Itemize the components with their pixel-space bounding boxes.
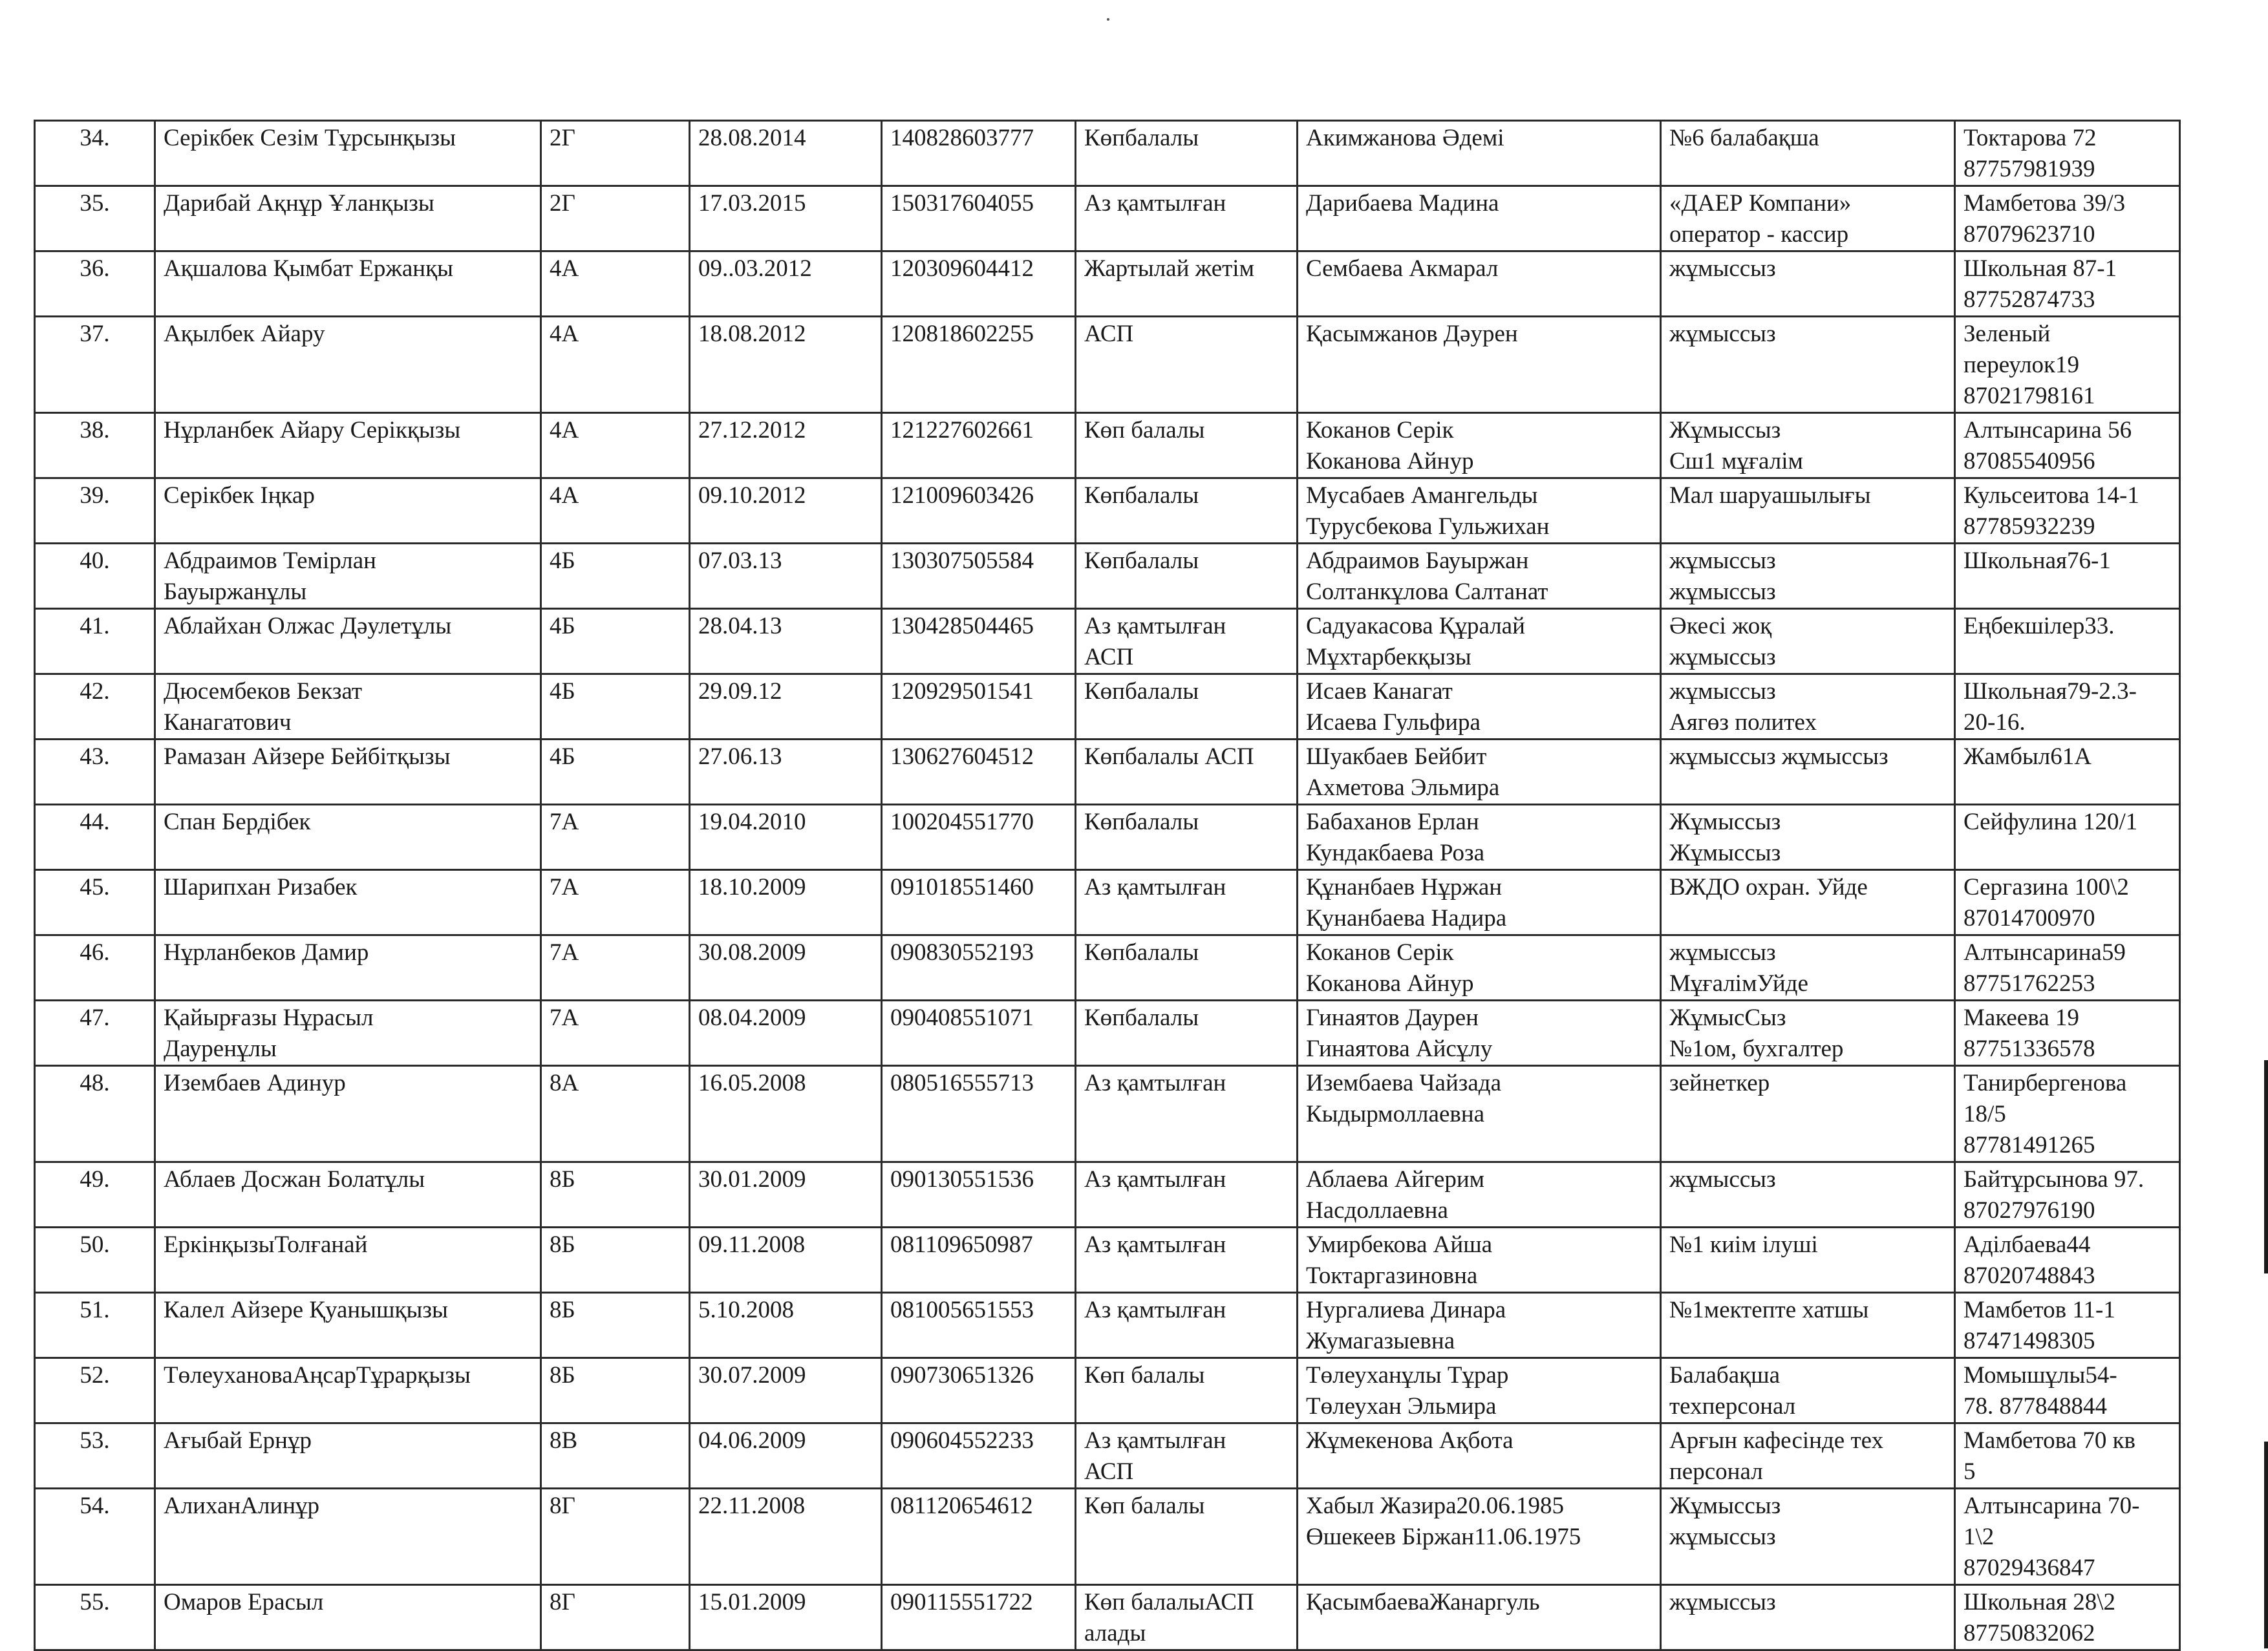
- parents-cell: Хабыл Жазира20.06.1985 Өшекеев Біржан11.06.1975: [1298, 1489, 1661, 1585]
- parents-cell: Садуакасова Құралай Мұхтарбекқызы: [1298, 609, 1661, 674]
- parents-cell: Гинаятов Даурен Гинаятова Айсұлу: [1298, 1001, 1661, 1066]
- social-status-cell: Көпбалалы: [1076, 1001, 1298, 1066]
- row-number-cell: 37.: [35, 317, 155, 413]
- table-row: [35, 1228, 2180, 1293]
- iin-cell: 081005651553: [882, 1293, 1076, 1358]
- student-name-cell: Ақылбек Айару: [155, 317, 541, 413]
- birth-date-cell: 09.10.2012: [690, 478, 882, 544]
- row-number-cell: 35.: [35, 186, 155, 251]
- birth-date-cell: 30.08.2009: [690, 935, 882, 1001]
- parents-cell: Умирбекова Айша Токтаргазиновна: [1298, 1228, 1661, 1293]
- class-cell: 8Г: [541, 1489, 690, 1585]
- row-number-cell: 53.: [35, 1423, 155, 1489]
- student-name-cell: Шарипхан Ризабек: [155, 870, 541, 935]
- iin-cell: 150317604055: [882, 186, 1076, 251]
- row-number-cell: 50.: [35, 1228, 155, 1293]
- row-number-cell: 51.: [35, 1293, 155, 1358]
- social-status-cell: Аз қамтылған: [1076, 1066, 1298, 1162]
- parents-cell: Мусабаев Амангельды Турусбекова Гульжихан: [1298, 478, 1661, 544]
- address-cell: Алтынсарина59 87751762253: [1955, 935, 2180, 1001]
- student-name-cell: Ағыбай Ернұр: [155, 1423, 541, 1489]
- iin-cell: 080516555713: [882, 1066, 1076, 1162]
- parent-work-cell: Әкесі жоқ жұмыссыз: [1661, 609, 1955, 674]
- birth-date-cell: 07.03.13: [690, 544, 882, 609]
- row-number-cell: 36.: [35, 251, 155, 317]
- address-cell: Макеева 19 87751336578: [1955, 1001, 2180, 1066]
- row-number-cell: 43.: [35, 740, 155, 805]
- birth-date-cell: 18.10.2009: [690, 870, 882, 935]
- social-status-cell: Көпбалалы АСП: [1076, 740, 1298, 805]
- parent-work-cell: ВЖДО охран. Уйде: [1661, 870, 1955, 935]
- birth-date-cell: 09..03.2012: [690, 251, 882, 317]
- parent-work-cell: Мал шаруашылығы: [1661, 478, 1955, 544]
- student-name-cell: Изембаев Адинур: [155, 1066, 541, 1162]
- table-row: [35, 1358, 2180, 1423]
- parent-work-cell: Жұмыссыз жұмыссыз: [1661, 1489, 1955, 1585]
- birth-date-cell: 09.11.2008: [690, 1228, 882, 1293]
- social-status-cell: Көп балалы: [1076, 413, 1298, 478]
- table-row: [35, 186, 2180, 251]
- social-status-cell: Көпбалалы: [1076, 478, 1298, 544]
- table-row: [35, 609, 2180, 674]
- student-name-cell: Омаров Ерасыл: [155, 1585, 541, 1650]
- student-name-cell: Дарибай Ақнұр Ұланқызы: [155, 186, 541, 251]
- student-name-cell: Абдраимов Темірлан Бауыржанұлы: [155, 544, 541, 609]
- social-status-cell: Көпбалалы: [1076, 674, 1298, 740]
- parents-cell: Изембаева Чайзада Кыдырмоллаевна: [1298, 1066, 1661, 1162]
- social-status-cell: Аз қамтылған: [1076, 1162, 1298, 1228]
- parent-work-cell: Жұмыссыз Сш1 мұғалім: [1661, 413, 1955, 478]
- row-number-cell: 38.: [35, 413, 155, 478]
- student-name-cell: Спан Бердібек: [155, 805, 541, 870]
- iin-cell: 090408551071: [882, 1001, 1076, 1066]
- scan-speck: [1107, 18, 1109, 21]
- class-cell: 7А: [541, 805, 690, 870]
- table-row: [35, 251, 2180, 317]
- birth-date-cell: 18.08.2012: [690, 317, 882, 413]
- birth-date-cell: 29.09.12: [690, 674, 882, 740]
- iin-cell: 130627604512: [882, 740, 1076, 805]
- iin-cell: 090730651326: [882, 1358, 1076, 1423]
- social-status-cell: Көп балалыАСП алады: [1076, 1585, 1298, 1650]
- row-number-cell: 47.: [35, 1001, 155, 1066]
- class-cell: 4А: [541, 478, 690, 544]
- social-status-cell: Аз қамтылған: [1076, 1228, 1298, 1293]
- row-number-cell: 40.: [35, 544, 155, 609]
- social-status-cell: Көп балалы: [1076, 1489, 1298, 1585]
- class-cell: 8Б: [541, 1358, 690, 1423]
- address-cell: Байтұрсынова 97. 87027976190: [1955, 1162, 2180, 1228]
- row-number-cell: 46.: [35, 935, 155, 1001]
- iin-cell: 130428504465: [882, 609, 1076, 674]
- table-row: [35, 121, 2180, 186]
- address-cell: Момышұлы54- 78. 877848844: [1955, 1358, 2180, 1423]
- student-name-cell: Ақшалова Қымбат Ержанқы: [155, 251, 541, 317]
- address-cell: Школьная76-1: [1955, 544, 2180, 609]
- row-number-cell: 55.: [35, 1585, 155, 1650]
- student-name-cell: Серікбек Сезім Тұрсынқызы: [155, 121, 541, 186]
- row-number-cell: 44.: [35, 805, 155, 870]
- class-cell: 4Б: [541, 674, 690, 740]
- row-number-cell: 34.: [35, 121, 155, 186]
- social-status-cell: Аз қамтылған: [1076, 1293, 1298, 1358]
- address-cell: Танирбергенова 18/5 87781491265: [1955, 1066, 2180, 1162]
- parent-work-cell: жұмыссыз: [1661, 317, 1955, 413]
- class-cell: 4А: [541, 317, 690, 413]
- table-row: [35, 805, 2180, 870]
- class-cell: 8Б: [541, 1293, 690, 1358]
- scan-edge-mark: [2264, 1060, 2268, 1273]
- address-cell: Сейфулина 120/1: [1955, 805, 2180, 870]
- iin-cell: 121009603426: [882, 478, 1076, 544]
- parent-work-cell: жұмыссыз МұғалімУйде: [1661, 935, 1955, 1001]
- table-row: [35, 544, 2180, 609]
- parents-cell: Жұмекенова Ақбота: [1298, 1423, 1661, 1489]
- social-status-cell: АСП: [1076, 317, 1298, 413]
- student-name-cell: Серікбек Іңкар: [155, 478, 541, 544]
- parents-cell: ҚасымбаеваЖанаргуль: [1298, 1585, 1661, 1650]
- parent-work-cell: Жұмыссыз Жұмыссыз: [1661, 805, 1955, 870]
- parent-work-cell: жұмыссыз Аягөз политех: [1661, 674, 1955, 740]
- address-cell: Школьная79-2.3- 20-16.: [1955, 674, 2180, 740]
- address-cell: Токтарова 72 87757981939: [1955, 121, 2180, 186]
- parents-cell: Бабаханов Ерлан Кундакбаева Роза: [1298, 805, 1661, 870]
- iin-cell: 120309604412: [882, 251, 1076, 317]
- table-row: [35, 1001, 2180, 1066]
- address-cell: Школьная 87-1 87752874733: [1955, 251, 2180, 317]
- iin-cell: 130307505584: [882, 544, 1076, 609]
- table-row: [35, 935, 2180, 1001]
- row-number-cell: 54.: [35, 1489, 155, 1585]
- student-name-cell: Нұрланбек Айару Серікқызы: [155, 413, 541, 478]
- birth-date-cell: 08.04.2009: [690, 1001, 882, 1066]
- birth-date-cell: 04.06.2009: [690, 1423, 882, 1489]
- class-cell: 4Б: [541, 740, 690, 805]
- parent-work-cell: жұмыссыз жұмыссыз: [1661, 740, 1955, 805]
- iin-cell: 120929501541: [882, 674, 1076, 740]
- birth-date-cell: 28.04.13: [690, 609, 882, 674]
- class-cell: 8Б: [541, 1162, 690, 1228]
- student-name-cell: Аблаев Досжан Болатұлы: [155, 1162, 541, 1228]
- class-cell: 4Б: [541, 609, 690, 674]
- table-row: [35, 1162, 2180, 1228]
- student-name-cell: Қайырғазы Нұрасыл Дауренұлы: [155, 1001, 541, 1066]
- social-status-cell: Көпбалалы: [1076, 805, 1298, 870]
- table-row: [35, 1585, 2180, 1650]
- class-cell: 8А: [541, 1066, 690, 1162]
- address-cell: Мамбетова 70 кв 5: [1955, 1423, 2180, 1489]
- iin-cell: 100204551770: [882, 805, 1076, 870]
- birth-date-cell: 15.01.2009: [690, 1585, 882, 1650]
- table-row: [35, 740, 2180, 805]
- parents-cell: Құнанбаев Нұржан Қунанбаева Надира: [1298, 870, 1661, 935]
- parent-work-cell: жұмыссыз: [1661, 1162, 1955, 1228]
- parents-cell: Нургалиева Динара Жумагазыевна: [1298, 1293, 1661, 1358]
- address-cell: Еңбекшілер33.: [1955, 609, 2180, 674]
- class-cell: 7А: [541, 935, 690, 1001]
- class-cell: 7А: [541, 870, 690, 935]
- table-row: [35, 478, 2180, 544]
- parents-cell: Дарибаева Мадина: [1298, 186, 1661, 251]
- table-row: [35, 1293, 2180, 1358]
- parent-work-cell: жұмыссыз: [1661, 1585, 1955, 1650]
- parent-work-cell: №6 балабақша: [1661, 121, 1955, 186]
- parents-cell: Исаев Канагат Исаева Гульфира: [1298, 674, 1661, 740]
- parents-cell: Қасымжанов Дәурен: [1298, 317, 1661, 413]
- parent-work-cell: жұмыссыз жұмыссыз: [1661, 544, 1955, 609]
- iin-cell: 090604552233: [882, 1423, 1076, 1489]
- student-name-cell: ТөлеухановаАңсарТұрарқызы: [155, 1358, 541, 1423]
- social-status-cell: Көпбалалы: [1076, 544, 1298, 609]
- class-cell: 2Г: [541, 121, 690, 186]
- student-name-cell: Дюсембеков Бекзат Канагатович: [155, 674, 541, 740]
- student-name-cell: ЕркінқызыТолғанай: [155, 1228, 541, 1293]
- row-number-cell: 45.: [35, 870, 155, 935]
- address-cell: Алтынсарина 70- 1\2 87029436847: [1955, 1489, 2180, 1585]
- social-status-cell: Көпбалалы: [1076, 121, 1298, 186]
- address-cell: Адiлбаева44 87020748843: [1955, 1228, 2180, 1293]
- birth-date-cell: 19.04.2010: [690, 805, 882, 870]
- address-cell: Сергазина 100\2 87014700970: [1955, 870, 2180, 935]
- iin-cell: 121227602661: [882, 413, 1076, 478]
- parents-cell: Аблаева Айгерим Насдоллаевна: [1298, 1162, 1661, 1228]
- parents-cell: Абдраимов Бауыржан Солтанкұлова Салтанат: [1298, 544, 1661, 609]
- class-cell: 8Г: [541, 1585, 690, 1650]
- class-cell: 8Б: [541, 1228, 690, 1293]
- birth-date-cell: 27.06.13: [690, 740, 882, 805]
- parent-work-cell: зейнеткер: [1661, 1066, 1955, 1162]
- table-row: [35, 317, 2180, 413]
- parents-cell: Акимжанова Әдемі: [1298, 121, 1661, 186]
- row-number-cell: 52.: [35, 1358, 155, 1423]
- student-roster-table: [34, 120, 2181, 1651]
- class-cell: 4А: [541, 251, 690, 317]
- student-name-cell: Нұрланбеков Дамир: [155, 935, 541, 1001]
- parents-cell: Шуакбаев Бейбит Ахметова Эльмира: [1298, 740, 1661, 805]
- class-cell: 4Б: [541, 544, 690, 609]
- iin-cell: 090115551722: [882, 1585, 1076, 1650]
- student-name-cell: Аблайхан Олжас Дәулетұлы: [155, 609, 541, 674]
- birth-date-cell: 5.10.2008: [690, 1293, 882, 1358]
- table-row: [35, 870, 2180, 935]
- class-cell: 4А: [541, 413, 690, 478]
- iin-cell: 081109650987: [882, 1228, 1076, 1293]
- parent-work-cell: жұмыссыз: [1661, 251, 1955, 317]
- table-row: [35, 674, 2180, 740]
- birth-date-cell: 30.01.2009: [690, 1162, 882, 1228]
- address-cell: Кульсеитова 14-1 87785932239: [1955, 478, 2180, 544]
- row-number-cell: 48.: [35, 1066, 155, 1162]
- iin-cell: 090830552193: [882, 935, 1076, 1001]
- social-status-cell: Жартылай жетім: [1076, 251, 1298, 317]
- parents-cell: Коканов Серік Коканова Айнур: [1298, 413, 1661, 478]
- parent-work-cell: №1 киім ілуші: [1661, 1228, 1955, 1293]
- class-cell: 8В: [541, 1423, 690, 1489]
- birth-date-cell: 22.11.2008: [690, 1489, 882, 1585]
- iin-cell: 081120654612: [882, 1489, 1076, 1585]
- class-cell: 2Г: [541, 186, 690, 251]
- iin-cell: 090130551536: [882, 1162, 1076, 1228]
- row-number-cell: 39.: [35, 478, 155, 544]
- address-cell: Жамбыл61А: [1955, 740, 2180, 805]
- social-status-cell: Аз қамтылған АСП: [1076, 609, 1298, 674]
- scan-edge-mark: [2264, 1442, 2268, 1648]
- parents-cell: Төлеуханұлы Тұрар Төлеухан Эльмира: [1298, 1358, 1661, 1423]
- birth-date-cell: 17.03.2015: [690, 186, 882, 251]
- student-name-cell: Калел Айзере Қуанышқызы: [155, 1293, 541, 1358]
- student-name-cell: Рамазан Айзере Бейбітқызы: [155, 740, 541, 805]
- table-row: [35, 1423, 2180, 1489]
- birth-date-cell: 30.07.2009: [690, 1358, 882, 1423]
- social-status-cell: Аз қамтылған АСП: [1076, 1423, 1298, 1489]
- birth-date-cell: 27.12.2012: [690, 413, 882, 478]
- student-name-cell: АлиханАлинұр: [155, 1489, 541, 1585]
- birth-date-cell: 16.05.2008: [690, 1066, 882, 1162]
- social-status-cell: Аз қамтылған: [1076, 186, 1298, 251]
- address-cell: Мамбетов 11-1 87471498305: [1955, 1293, 2180, 1358]
- class-cell: 7А: [541, 1001, 690, 1066]
- table-row: [35, 1066, 2180, 1162]
- iin-cell: 091018551460: [882, 870, 1076, 935]
- address-cell: Алтынсарина 56 87085540956: [1955, 413, 2180, 478]
- address-cell: Школьная 28\2 87750832062: [1955, 1585, 2180, 1650]
- row-number-cell: 49.: [35, 1162, 155, 1228]
- parent-work-cell: «ДАЕР Компани» оператор - кассир: [1661, 186, 1955, 251]
- parent-work-cell: Арғын кафесінде тех персонал: [1661, 1423, 1955, 1489]
- row-number-cell: 42.: [35, 674, 155, 740]
- parent-work-cell: ЖұмысСыз №1ом, бухгалтер: [1661, 1001, 1955, 1066]
- iin-cell: 140828603777: [882, 121, 1076, 186]
- social-status-cell: Аз қамтылған: [1076, 870, 1298, 935]
- birth-date-cell: 28.08.2014: [690, 121, 882, 186]
- iin-cell: 120818602255: [882, 317, 1076, 413]
- social-status-cell: Көпбалалы: [1076, 935, 1298, 1001]
- row-number-cell: 41.: [35, 609, 155, 674]
- parents-cell: Сембаева Акмарал: [1298, 251, 1661, 317]
- table-row: [35, 413, 2180, 478]
- table-row: [35, 1489, 2180, 1585]
- social-status-cell: Көп балалы: [1076, 1358, 1298, 1423]
- parent-work-cell: №1мектепте хатшы: [1661, 1293, 1955, 1358]
- address-cell: Зеленый переулок19 87021798161: [1955, 317, 2180, 413]
- parent-work-cell: Балабақша техперсонал: [1661, 1358, 1955, 1423]
- parents-cell: Коканов Серік Коканова Айнур: [1298, 935, 1661, 1001]
- address-cell: Мамбетова 39/3 87079623710: [1955, 186, 2180, 251]
